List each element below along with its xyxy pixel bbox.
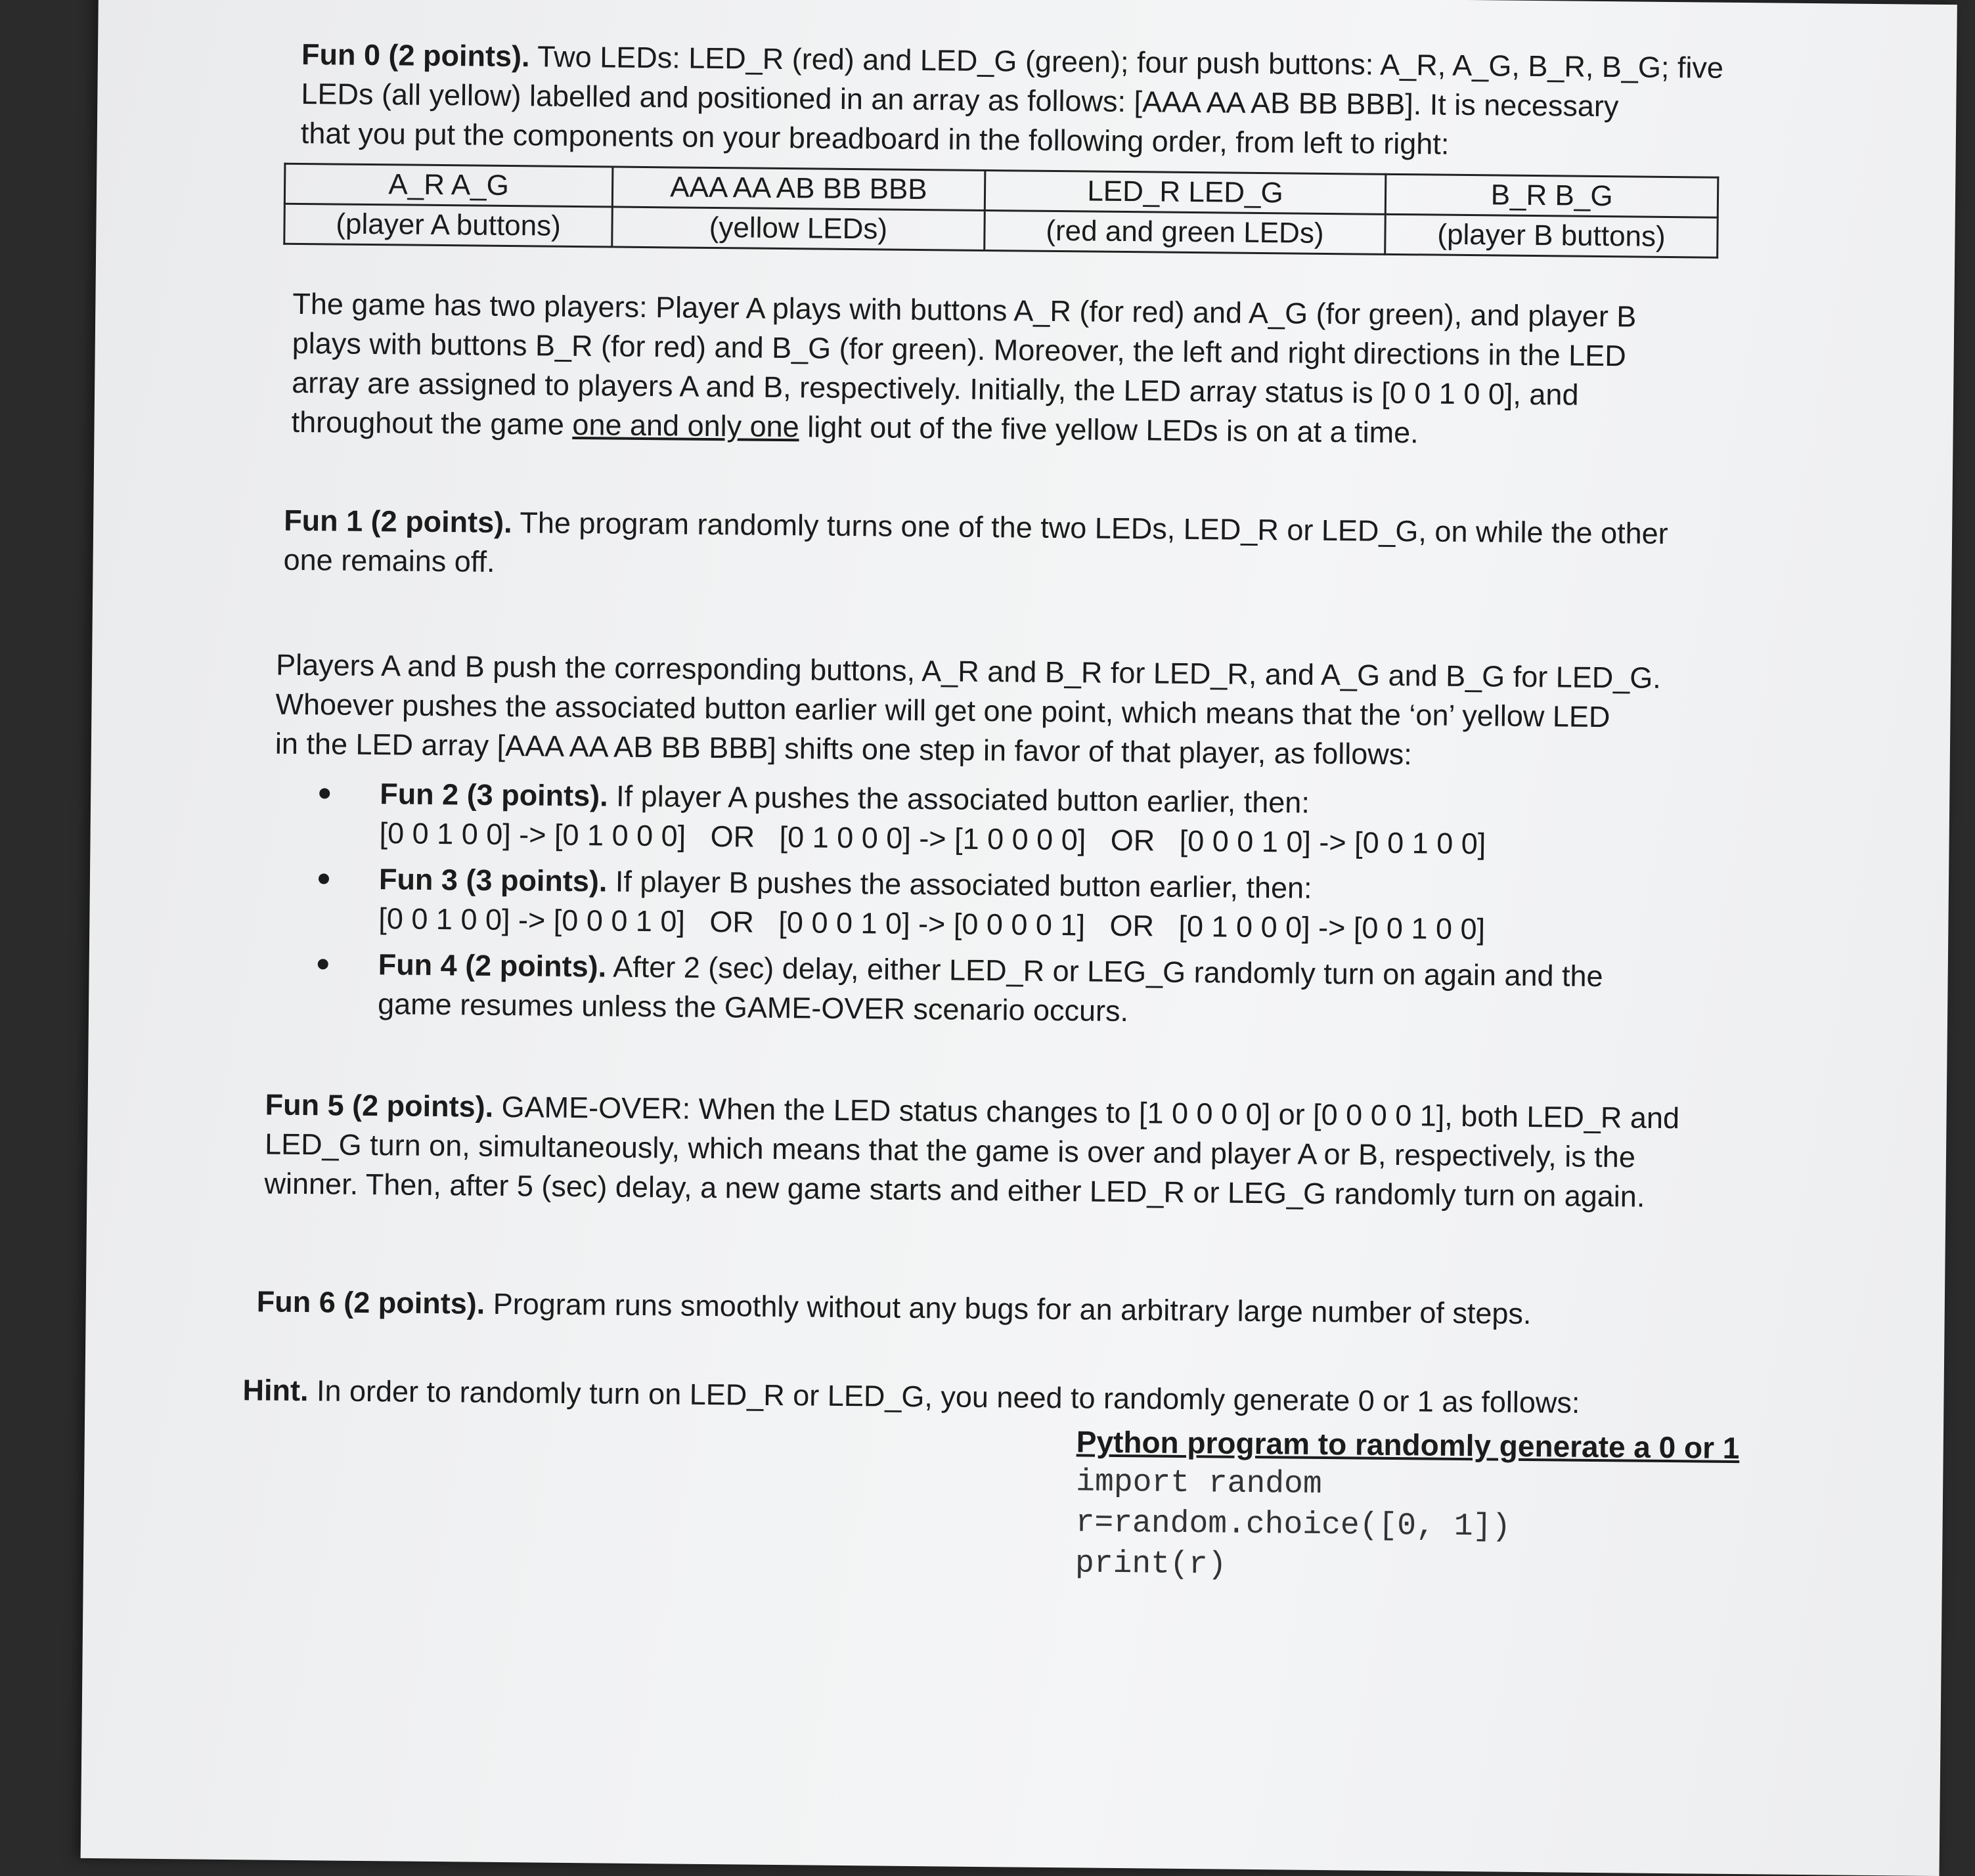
table-cell: A_R A_G xyxy=(284,164,613,207)
fun0-text-line3: that you put the components on your breadboard in the following order, from left to right: xyxy=(300,116,1450,161)
intro-line4-pre: throughout the game xyxy=(291,404,573,441)
fun6-line xyxy=(257,1282,1767,1336)
list-item xyxy=(305,944,1751,1037)
code-line: print(r) xyxy=(1075,1546,1227,1583)
fun5-text-line2: LED_G turn on, simultaneously, which means that the game is over and player A or B, respectively, is the xyxy=(264,1127,1636,1174)
hint-line xyxy=(242,1370,1773,1424)
intro-line4-post: light out of the five yellow LEDs is on at a time. xyxy=(799,410,1419,450)
intro-line3: array are assigned to players A and B, respectively. Initially, the LED array status is [0 0 1 0 0], and xyxy=(291,365,1579,412)
table-cell: (player B buttons) xyxy=(1385,214,1718,257)
fun0-label: Fun 0 (2 points). xyxy=(301,37,530,74)
fun2-text: If player A pushes the associated button earlier, then: xyxy=(608,779,1310,819)
fun4-label: Fun 4 (2 points). xyxy=(378,948,607,984)
bullet-icon xyxy=(319,873,329,884)
table-cell: (red and green LEDs) xyxy=(984,210,1385,254)
fun6-section xyxy=(257,1282,1767,1336)
python-code-block xyxy=(1075,1421,1799,1591)
fun1-text-line2: one remains off. xyxy=(283,542,495,578)
fun3-mapping: [0 0 1 0 0] -> [0 0 0 1 0] OR [0 0 0 1 0] -> [0 0 0 0 1] OR [0 1 0 0 0] -> [0 0 1 0 0] xyxy=(378,902,1486,946)
fun2-label: Fun 2 (3 points). xyxy=(379,777,608,813)
table-cell: (player A buttons) xyxy=(284,204,613,247)
fun6-text: Program runs smoothly without any bugs for an arbitrary large number of steps. xyxy=(485,1286,1532,1331)
code-line: import random xyxy=(1075,1464,1322,1502)
list-item xyxy=(306,859,1752,951)
intro-line2: plays with buttons B_R (for red) and B_G (for green). Moreover, the left and right directions in the LED xyxy=(292,326,1626,373)
table-cell: AAA AA AB BB BBB xyxy=(612,167,985,210)
bullet-icon xyxy=(318,959,328,969)
table-cell: B_R B_G xyxy=(1385,174,1718,217)
fun5-text-line1: GAME-OVER: When the LED status changes to [1 0 0 0 0] or [0 0 0 0 1], both LED_R and xyxy=(493,1089,1680,1135)
hint-section xyxy=(242,1370,1773,1424)
fun3-text: If player B pushes the associated button earlier, then: xyxy=(607,864,1312,905)
fun1-text-line1: The program randomly turns one of the two LEDs, LED_R or LED_G, on while the other xyxy=(512,506,1668,550)
players-line1: Players A and B push the corresponding buttons, A_R and B_R for LED_R, and A_G and B_G for LED_G. xyxy=(275,647,1662,695)
fun0-text-line2: LEDs (all yellow) labelled and positioned in an array as follows: [AAA AA AB BB BBB]. It is necessary xyxy=(301,76,1619,123)
paper-sheet xyxy=(81,0,1957,1876)
fun-bullet-list xyxy=(305,774,1753,1043)
code-line: r=random.choice([0, 1]) xyxy=(1075,1505,1511,1545)
intro-section xyxy=(291,284,1777,456)
fun3-label: Fun 3 (3 points). xyxy=(378,862,608,898)
players-line2: Whoever pushes the associated button earlier will get one point, which means that the ‘on’ yellow LED xyxy=(275,687,1610,734)
fun0-section xyxy=(301,35,1786,167)
fun1-label: Fun 1 (2 points). xyxy=(283,503,512,540)
fun5-text-line3: winner. Then, after 5 (sec) delay, a new game starts and either LED_R or LEG_G randomly turn on again. xyxy=(264,1166,1645,1213)
fun4-text-line1: After 2 (sec) delay, either LED_R or LEG_G randomly turn on again and the xyxy=(606,949,1603,993)
hint-label: Hint. xyxy=(242,1373,309,1408)
table-cell: (yellow LEDs) xyxy=(612,207,985,250)
fun5-section xyxy=(264,1085,1789,1218)
fun6-label: Fun 6 (2 points). xyxy=(256,1284,485,1320)
fun2-mapping: [0 0 1 0 0] -> [0 1 0 0 0] OR [0 1 0 0 0] -> [1 0 0 0 0] OR [0 0 0 1 0] -> [0 0 1 0 0] xyxy=(379,816,1486,861)
component-order-table xyxy=(283,163,1719,259)
intro-line1: The game has two players: Player A plays with buttons A_R (for red) and A_G (for green), and player B xyxy=(292,286,1637,334)
list-item xyxy=(307,774,1752,866)
table-cell: LED_R LED_G xyxy=(985,170,1386,214)
fun4-text-line2: game resumes unless the GAME-OVER scenario occurs. xyxy=(377,987,1129,1028)
players-section xyxy=(275,645,1774,778)
document-content xyxy=(242,15,1846,1583)
fun5-label: Fun 5 (2 points). xyxy=(265,1087,494,1123)
code-title: Python program to randomly generate a 0 or 1 xyxy=(1076,1424,1740,1466)
fun1-section xyxy=(283,501,1768,594)
hint-text: In order to randomly turn on LED_R or LED_G, you need to randomly generate 0 or 1 as follows: xyxy=(308,1374,1580,1420)
intro-underlined-phrase: one and only one xyxy=(572,407,799,444)
players-line3: in the LED array [AAA AA AB BB BBB] shifts one step in favor of that player, as follows: xyxy=(275,726,1413,772)
bullet-icon xyxy=(319,788,330,798)
fun0-text-line1: Two LEDs: LED_R (red) and LED_G (green); four push buttons: A_R, A_G, B_R, B_G; five xyxy=(529,39,1724,85)
